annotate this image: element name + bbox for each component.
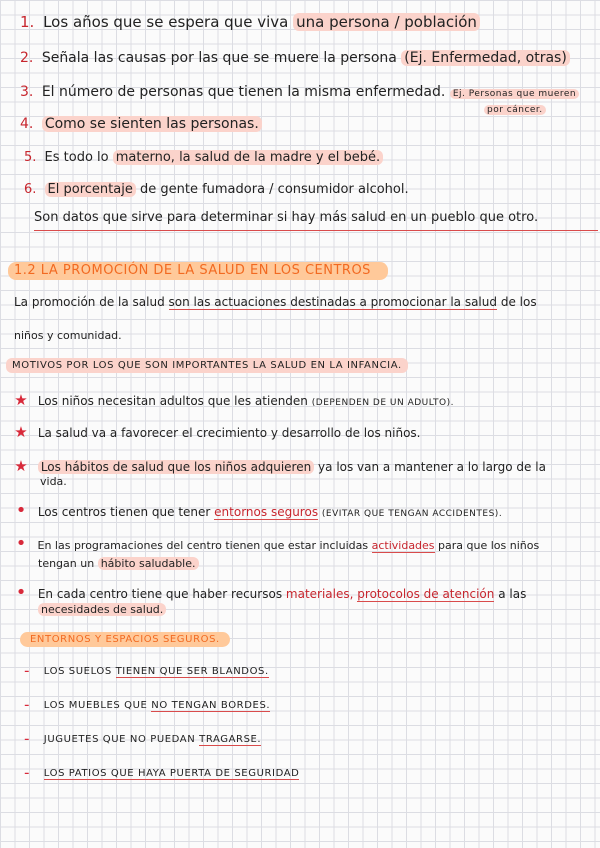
bullet-dot-icon: • [15,533,27,554]
section-title: 1.2 LA PROMOCIÓN DE LA SALUD EN LOS CENTROS [8,262,388,280]
motivos-title: MOTIVOS POR LOS QUE SON IMPORTANTES LA SALUD EN LA INFANCIA. [6,358,408,374]
item-2: 2. Señala las causas por las que se muere la persona (Ej. Enfermedad, otras) [20,50,570,66]
star-icon: ★ [14,391,28,409]
dot-item-1: • Los centros tienen que tener entornos seguros (EVITAR QUE TENGAN ACCIDENTES). [15,500,503,521]
bullet-dot-icon: • [15,500,27,521]
summary-text: Son datos que sirve para determinar si hay más salud en un pueblo que otro. [34,210,539,225]
dash-item-2: – LOS MUEBLES QUE NO TENGAN BORDES. [20,698,270,714]
item-1: 1. Los años que se espera que viva una persona / población [20,14,480,30]
dash-icon: – [24,666,30,677]
dash-icon: – [24,734,30,745]
item-3: 3. El número de personas que tienen la misma enfermedad. Ej. Personas que mueren [20,84,579,102]
star-item-2: ★ La salud va a favorecer el crecimiento y desarrollo de los niños. [14,423,421,441]
star-item-3: ★ Los hábitos de salud que los niños adquieren ya los van a mantener a lo largo de la [14,457,546,475]
star-icon: ★ [14,457,28,475]
star-item-3-cont: vida. [40,475,67,488]
dot-item-2-cont: tengan un hábito saludable. [38,556,199,572]
item-3-cont: por cáncer. [484,102,546,118]
star-icon: ★ [14,423,28,441]
item-4: 4. Como se sienten las personas. [20,116,262,132]
intro-line-1: La promoción de la salud son las actuaciones destinadas a promocionar la salud de los [14,295,537,309]
dash-icon: – [24,768,30,779]
dot-item-2: • En las programaciones del centro tienen que estar incluidas actividades para que los niños [15,533,540,554]
dash-item-1: – LOS SUELOS TIENEN QUE SER BLANDOS. [20,664,269,680]
intro-line-2: niños y comunidad. [14,329,122,342]
entornos-title: ENTORNOS Y ESPACIOS SEGUROS. [20,632,230,648]
dash-item-4: – LOS PATIOS QUE HAYA PUERTA DE SEGURIDAD [20,766,299,782]
item-6: 6. El porcentaje de gente fumadora / consumidor alcohol. [24,182,409,197]
dot-item-3-cont: necesidades de salud. [38,602,166,618]
dot-item-3: • En cada centro tiene que haber recursos materiales, protocolos de atención a las [15,582,527,603]
bullet-dot-icon: • [15,582,27,603]
summary-underline [34,230,598,231]
dash-item-3: – JUGUETES QUE NO PUEDAN TRAGARSE. [20,732,261,748]
star-item-1: ★ Los niños necesitan adultos que les atienden (DEPENDEN DE UN ADULTO). [14,391,454,409]
dash-icon: – [24,700,30,711]
item-5: 5. Es todo lo materno, la salud de la madre y el bebé. [24,150,383,166]
